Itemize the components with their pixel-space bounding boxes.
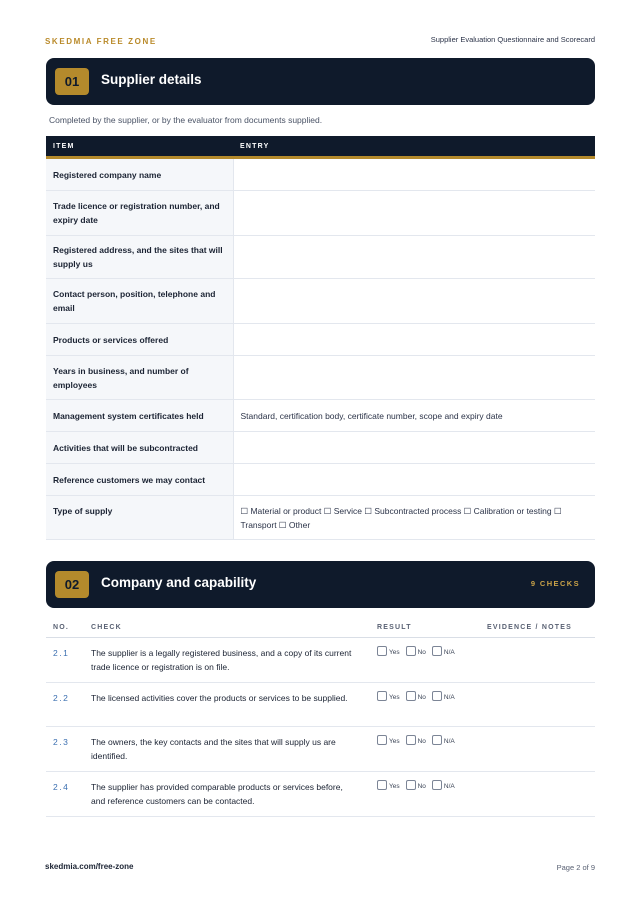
option-label: No bbox=[417, 783, 426, 790]
section-title: Supplier details bbox=[101, 72, 202, 87]
check-text: The supplier is a legally registered business, and a copy of its current trade licence or registration is on file. bbox=[84, 638, 370, 683]
checkbox-na[interactable] bbox=[432, 780, 442, 790]
result-no[interactable] bbox=[406, 691, 426, 705]
page-number: Page 2 of 9 bbox=[556, 863, 595, 872]
checkbox-na[interactable] bbox=[432, 735, 442, 745]
result-yes[interactable] bbox=[377, 735, 400, 749]
row-label: Contact person, position, telephone and email bbox=[46, 279, 233, 324]
column-header-no: NO. bbox=[46, 617, 84, 638]
row-label: Reference customers we may contact bbox=[46, 464, 233, 496]
checkbox-yes[interactable] bbox=[377, 646, 387, 656]
section-header-company-capability bbox=[46, 561, 595, 608]
column-header-evidence: EVIDENCE / NOTES bbox=[480, 617, 595, 638]
table-row bbox=[46, 638, 595, 683]
checkbox-no[interactable] bbox=[406, 691, 416, 701]
option-label: Yes bbox=[389, 738, 400, 745]
entry-field[interactable] bbox=[233, 279, 595, 324]
result-options bbox=[370, 772, 480, 817]
table-row bbox=[46, 356, 595, 400]
check-number: 2.3 bbox=[46, 727, 84, 772]
column-header-entry: ENTRY bbox=[233, 136, 595, 158]
supplier-details-table bbox=[46, 136, 595, 540]
result-na[interactable] bbox=[432, 691, 455, 705]
checkbox-na[interactable] bbox=[432, 646, 442, 656]
checkbox-na[interactable] bbox=[432, 691, 442, 701]
supply-type-options[interactable]: ☐ Material or product ☐ Service ☐ Subcontracted process ☐ Calibration or testing ☐ Transport ☐ Other bbox=[233, 496, 595, 540]
evidence-field[interactable] bbox=[480, 638, 595, 683]
row-label: Management system certificates held bbox=[46, 400, 233, 432]
result-options bbox=[370, 683, 480, 727]
result-yes[interactable] bbox=[377, 646, 400, 660]
checkbox-no[interactable] bbox=[406, 780, 416, 790]
table-row bbox=[46, 772, 595, 817]
result-na[interactable] bbox=[432, 780, 455, 794]
check-text: The owners, the key contacts and the sites that will supply us are identified. bbox=[84, 727, 370, 772]
section-header-supplier-details bbox=[46, 58, 595, 105]
row-label: Type of supply bbox=[46, 496, 233, 540]
evidence-field[interactable] bbox=[480, 772, 595, 817]
row-label: Registered company name bbox=[46, 158, 233, 191]
brand-name: SKEDMIA FREE ZONE bbox=[45, 37, 157, 46]
check-number: 2.4 bbox=[46, 772, 84, 817]
option-label: Yes bbox=[389, 694, 400, 701]
check-count-label: 9 CHECKS bbox=[530, 579, 580, 588]
checkbox-yes[interactable] bbox=[377, 735, 387, 745]
section-intro: Completed by the supplier, or by the evaluator from documents supplied. bbox=[49, 115, 323, 125]
entry-field[interactable] bbox=[233, 191, 595, 236]
footer-url[interactable]: skedmia.com/free-zone bbox=[45, 862, 134, 871]
result-na[interactable] bbox=[432, 735, 455, 749]
check-text: The supplier has provided comparable products or services before, and reference customers can be contacted. bbox=[84, 772, 370, 817]
row-label: Activities that will be subcontracted bbox=[46, 432, 233, 464]
entry-field[interactable] bbox=[233, 236, 595, 279]
result-options bbox=[370, 727, 480, 772]
table-row bbox=[46, 683, 595, 727]
table-row bbox=[46, 496, 595, 540]
table-row bbox=[46, 727, 595, 772]
result-yes[interactable] bbox=[377, 780, 400, 794]
table-row bbox=[46, 324, 595, 356]
row-label: Products or services offered bbox=[46, 324, 233, 356]
column-header-check: CHECK bbox=[84, 617, 370, 638]
checkbox-yes[interactable] bbox=[377, 691, 387, 701]
evidence-field[interactable] bbox=[480, 683, 595, 727]
entry-field[interactable] bbox=[233, 432, 595, 464]
option-label: No bbox=[417, 649, 426, 656]
result-no[interactable] bbox=[406, 780, 426, 794]
option-label: N/A bbox=[443, 694, 455, 701]
entry-field[interactable] bbox=[233, 158, 595, 191]
document-title: Supplier Evaluation Questionnaire and Scorecard bbox=[430, 35, 595, 44]
option-label: No bbox=[417, 738, 426, 745]
option-label: Yes bbox=[389, 649, 400, 656]
section-number-badge: 02 bbox=[55, 571, 89, 598]
checkbox-yes[interactable] bbox=[377, 780, 387, 790]
check-text: The licensed activities cover the products or services to be supplied. bbox=[84, 683, 370, 727]
result-options bbox=[370, 638, 480, 683]
result-na[interactable] bbox=[432, 646, 455, 660]
checkbox-no[interactable] bbox=[406, 735, 416, 745]
table-row bbox=[46, 400, 595, 432]
entry-field[interactable] bbox=[233, 356, 595, 400]
result-no[interactable] bbox=[406, 646, 426, 660]
table-row bbox=[46, 236, 595, 279]
evidence-field[interactable] bbox=[480, 727, 595, 772]
option-label: No bbox=[417, 694, 426, 701]
section-number-badge: 01 bbox=[55, 68, 89, 95]
option-label: Yes bbox=[389, 783, 400, 790]
check-number: 2.1 bbox=[46, 638, 84, 683]
row-label: Years in business, and number of employees bbox=[46, 356, 233, 400]
checkbox-no[interactable] bbox=[406, 646, 416, 656]
table-row bbox=[46, 464, 595, 496]
result-yes[interactable] bbox=[377, 691, 400, 705]
option-label: N/A bbox=[443, 738, 455, 745]
table-row bbox=[46, 432, 595, 464]
option-label: N/A bbox=[443, 649, 455, 656]
column-header-item: ITEM bbox=[46, 136, 233, 158]
row-label: Registered address, and the sites that will supply us bbox=[46, 236, 233, 279]
entry-field[interactable]: Standard, certification body, certificate number, scope and expiry date bbox=[233, 400, 595, 432]
check-number: 2.2 bbox=[46, 683, 84, 727]
section-title: Company and capability bbox=[101, 575, 257, 590]
table-row bbox=[46, 158, 595, 191]
row-label: Trade licence or registration number, and expiry date bbox=[46, 191, 233, 236]
column-header-result: RESULT bbox=[370, 617, 480, 638]
entry-field[interactable] bbox=[233, 324, 595, 356]
option-label: N/A bbox=[443, 783, 455, 790]
capability-checks-table bbox=[46, 617, 595, 817]
table-row bbox=[46, 191, 595, 236]
table-row bbox=[46, 279, 595, 324]
entry-field[interactable] bbox=[233, 464, 595, 496]
result-no[interactable] bbox=[406, 735, 426, 749]
